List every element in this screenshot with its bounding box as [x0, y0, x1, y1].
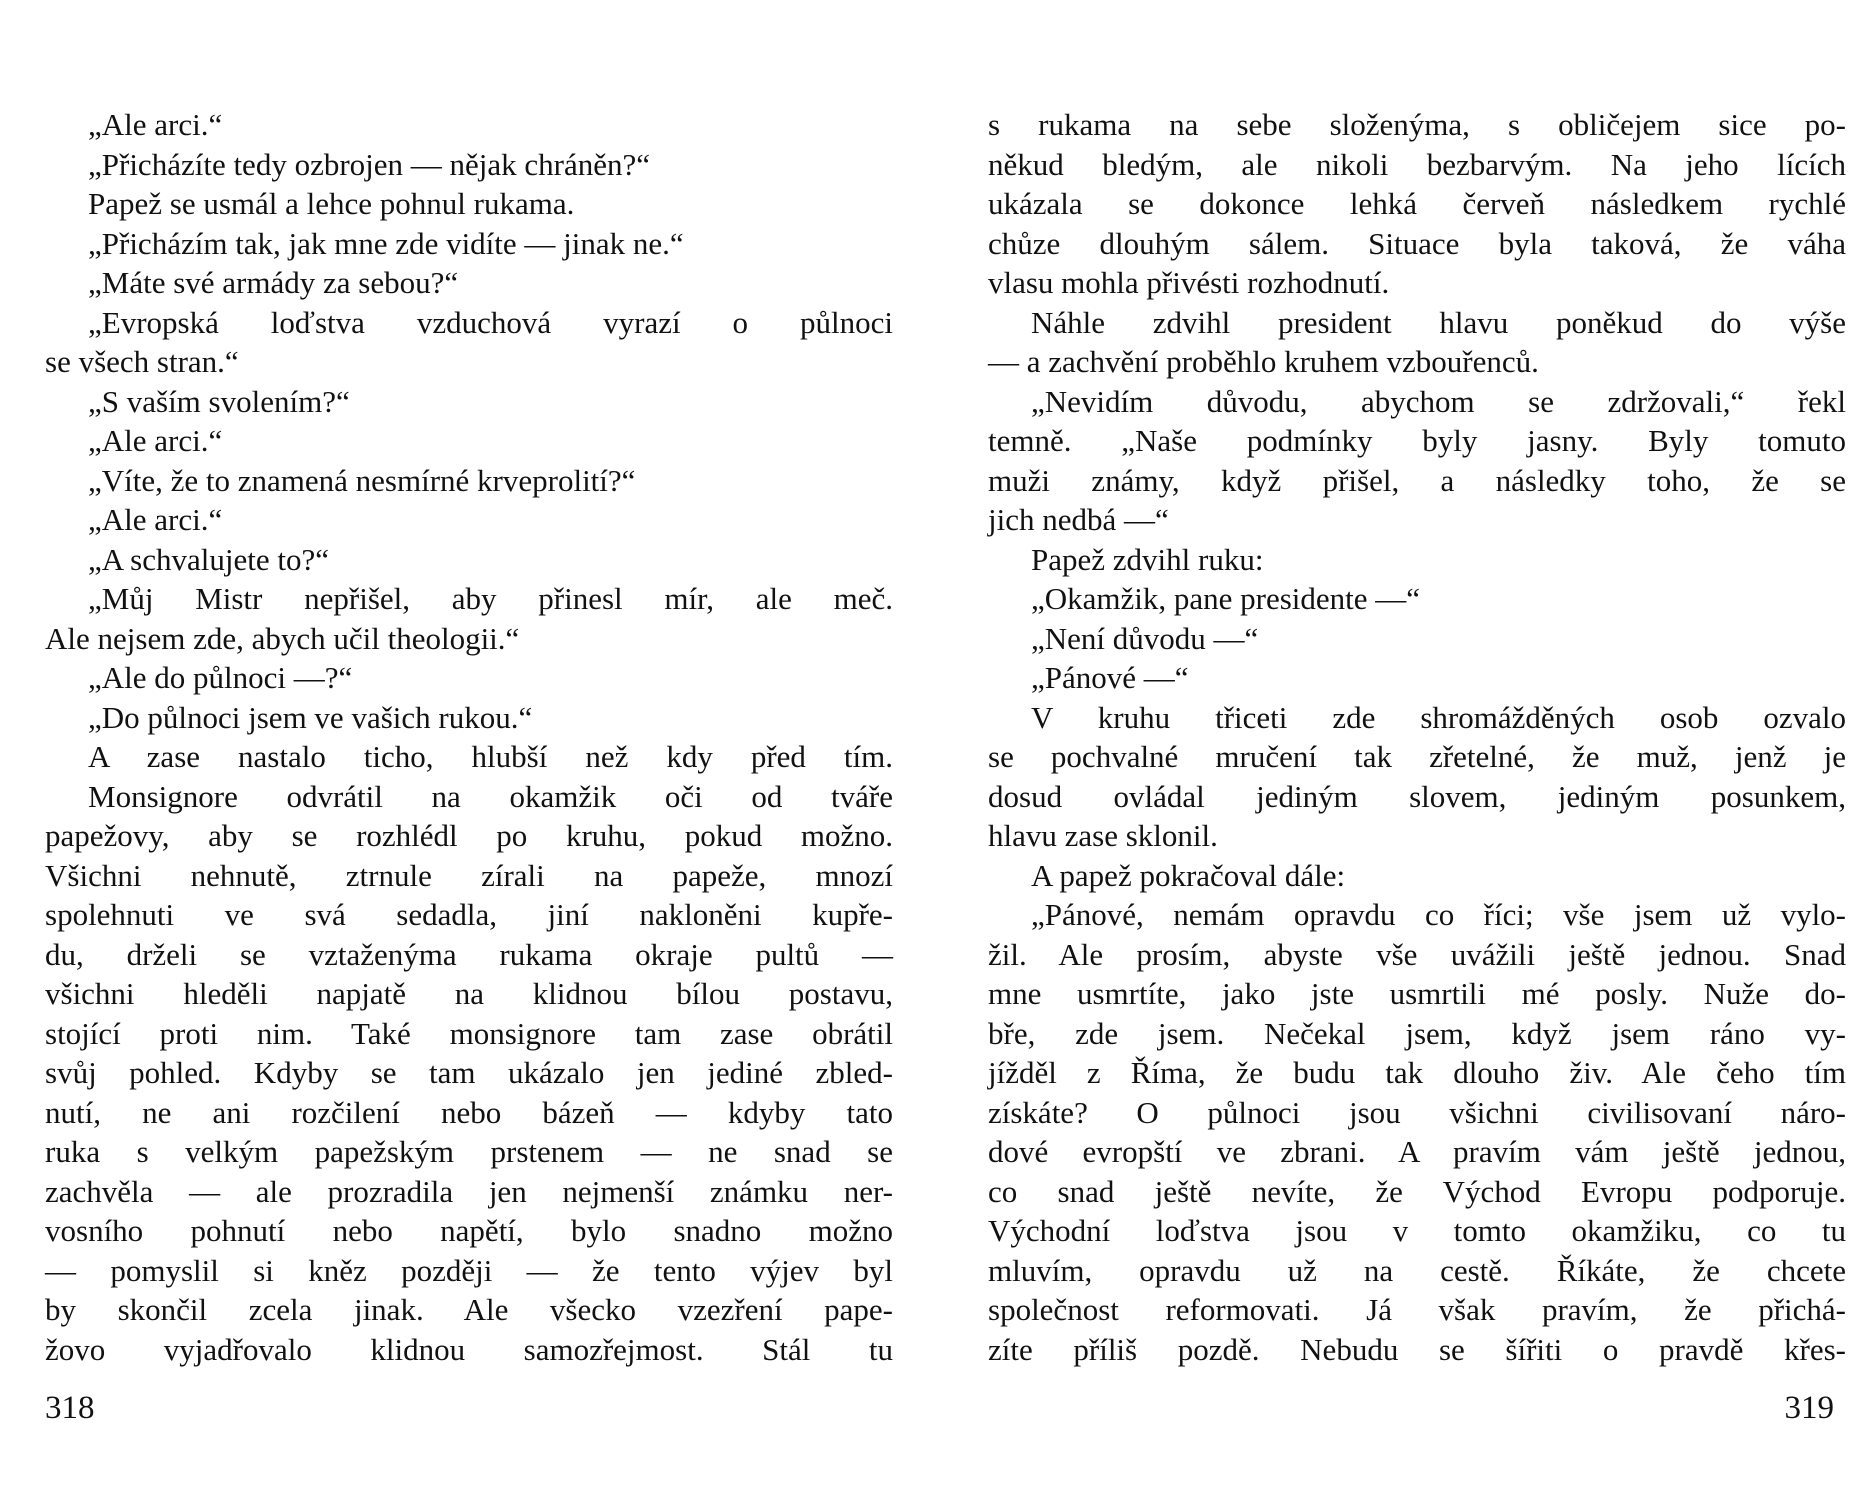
right-page-text: [988, 105, 1846, 1369]
text-line: získáte? O půlnoci jsou všichni civilisovaní náro-: [988, 1094, 1846, 1130]
text-line: hlavu zase sklonil.: [988, 818, 1218, 853]
text-line: dosud ovládal jediným slovem, jediným posunkem,: [988, 778, 1846, 814]
text-line: spolehnuti ve svá sedadla, jiní nakloněni kupře-: [45, 897, 893, 932]
text-line: chůze dlouhým sálem. Situace byla taková, že váha: [988, 225, 1846, 261]
text-line: vosního pohnutí nebo napětí, bylo snadno možno: [45, 1213, 893, 1248]
text-line: zíte příliš pozdě. Nebudu se šířiti o pravdě křes-: [988, 1331, 1846, 1367]
text-line: papežovy, aby se rozhlédl po kruhu, pokud možno.: [45, 818, 893, 853]
text-line: „Ale arci.“: [88, 423, 223, 458]
text-line: „Pánové, nemám opravdu co říci; vše jsem už vylo-: [1031, 897, 1846, 932]
text-line: Všichni nehnutě, ztrnule zírali na papeže, mnozí: [45, 857, 893, 893]
text-line: Papež zdvihl ruku:: [1031, 541, 1264, 577]
text-line: „Přicházím tak, jak mne zde vidíte — jinak ne.“: [88, 225, 684, 261]
text-line: „Ale arci.“: [88, 502, 223, 537]
text-line: mluvím, opravdu už na cestě. Říkáte, že chcete: [988, 1252, 1846, 1288]
text-line: „Můj Mistr nepřišel, aby přinesl mír, ale meč.: [88, 581, 893, 616]
text-line: jich nedbá —“: [988, 502, 1169, 537]
text-line: Ale nejsem zde, abych učil theologii.“: [45, 620, 520, 656]
text-line: nutí, ne ani rozčilení nebo bázeň — kdyby tato: [45, 1094, 893, 1130]
text-line: dové evropští ve zbrani. A pravím vám ještě jednou,: [988, 1134, 1846, 1169]
text-line: „Okamžik, pane presidente —“: [1031, 581, 1421, 616]
text-line: „S vaším svolením?“: [88, 383, 350, 419]
text-line: žovo vyjadřovalo klidnou samozřejmost. Stál tu: [45, 1331, 893, 1367]
text-line: „Do půlnoci jsem ve vašich rukou.“: [88, 699, 533, 735]
text-line: Náhle zdvihl president hlavu poněkud do výše: [1031, 304, 1846, 340]
text-line: Monsignore odvrátil na okamžik oči od tváře: [88, 778, 893, 814]
text-line: Papež se usmál a lehce pohnul rukama.: [88, 186, 575, 221]
text-line: „Ale arci.“: [88, 107, 223, 142]
text-line: jížděl z Říma, že budu tak dlouho živ. Ale čeho tím: [988, 1055, 1846, 1090]
text-line: všichni hleděli napjatě na klidnou bílou postavu,: [45, 976, 893, 1011]
text-line: du, drželi se vztaženýma rukama okraje pultů —: [45, 936, 893, 972]
text-line: s rukama na sebe složenýma, s obličejem sice po-: [988, 107, 1846, 142]
right-page-number: 319: [1784, 1390, 1834, 1426]
text-line: bře, zde jsem. Nečekal jsem, když jsem ráno vy-: [988, 1015, 1846, 1051]
text-line: se pochvalné mručení tak zřetelné, že muž, jenž je: [988, 739, 1846, 774]
text-line: „Víte, že to znamená nesmírné krveprolití?“: [88, 462, 636, 498]
text-line: „Není důvodu —“: [1031, 620, 1259, 656]
text-line: co snad ještě nevíte, že Východ Evropu podporuje.: [988, 1173, 1846, 1209]
text-line: „Přicházíte tedy ozbrojen — nějak chráněn?“: [88, 146, 651, 182]
text-line: „Evropská loďstva vzduchová vyrazí o půlnoci: [88, 304, 893, 340]
text-line: temně. „Naše podmínky byly jasny. Byly tomuto: [988, 423, 1846, 458]
text-line: zachvěla — ale prozradila jen nejmenší známku ner-: [45, 1173, 893, 1209]
left-page-text: [45, 105, 893, 1369]
text-line: svůj pohled. Kdyby se tam ukázalo jen jediné zbled-: [45, 1055, 893, 1090]
text-line: ukázala se dokonce lehká červeň následkem rychlé: [988, 186, 1846, 221]
text-line: A papež pokračoval dále:: [1031, 857, 1346, 893]
text-line: — a zachvění proběhlo kruhem vzbouřenců.: [988, 344, 1539, 379]
text-line: — pomyslil si kněz později — že tento výjev byl: [45, 1252, 893, 1288]
text-line: mne usmrtíte, jako jste usmrtili mé posly. Nuže do-: [988, 976, 1846, 1011]
text-line: „Máte své armády za sebou?“: [88, 265, 459, 300]
text-line: A zase nastalo ticho, hlubší než kdy před tím.: [88, 739, 893, 774]
text-line: „Ale do půlnoci —?“: [88, 660, 353, 695]
text-line: žil. Ale prosím, abyste vše uvážili ještě jednou. Snad: [988, 936, 1846, 972]
text-line: společnost reformovati. Já však pravím, že přichá-: [988, 1292, 1846, 1327]
text-line: se všech stran.“: [45, 344, 239, 379]
text-line: stojící proti nim. Také monsignore tam zase obrátil: [45, 1015, 893, 1051]
text-line: „A schvalujete to?“: [88, 541, 330, 577]
text-line: někud bledým, ale nikoli bezbarvým. Na jeho lících: [988, 146, 1846, 182]
text-line: „Nevidím důvodu, abychom se zdržovali,“ řekl: [1031, 383, 1846, 419]
text-line: „Pánové —“: [1031, 660, 1189, 695]
right-page: [932, 0, 1864, 1500]
text-line: Východní loďstva jsou v tomto okamžiku, co tu: [988, 1213, 1846, 1248]
text-line: muži známy, když přišel, a následky toho, že se: [988, 462, 1846, 498]
text-line: V kruhu třiceti zde shromážděných osob ozvalo: [1031, 699, 1846, 735]
left-page-number: 318: [45, 1390, 95, 1426]
text-line: by skončil zcela jinak. Ale všecko vzezření pape-: [45, 1292, 893, 1327]
text-line: vlasu mohla přivésti rozhodnutí.: [988, 265, 1390, 300]
text-line: ruka s velkým papežským prstenem — ne snad se: [45, 1134, 893, 1169]
